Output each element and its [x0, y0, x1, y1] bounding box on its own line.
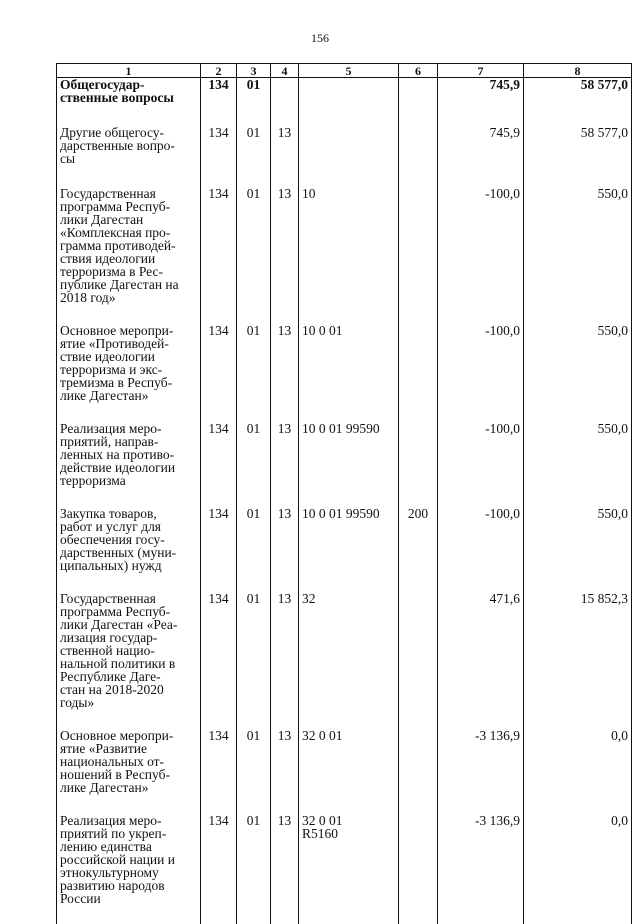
table-row — [57, 78, 632, 127]
row-gr-cell: 134 — [201, 126, 237, 187]
table-row — [57, 422, 632, 507]
row-gr-cell: 134 — [201, 729, 237, 814]
row-col7-value: -100,0 — [438, 324, 524, 422]
row-csr-cell: 10 0 01 99590 — [299, 507, 399, 592]
column-header-1: 1 — [57, 64, 201, 78]
row-col8-value: 550,0 — [524, 324, 632, 422]
column-header-6: 6 — [399, 64, 438, 78]
row-col8-value: 550,0 — [524, 507, 632, 592]
row-rz-cell: 01 — [237, 592, 271, 729]
row-csr-cell — [299, 78, 399, 127]
row-name-cell: Основное меропри- ятие «Развитие национальных от- ношений в Респуб- лике Дагестан» — [57, 729, 201, 814]
row-vr-cell — [399, 78, 438, 127]
row-rz-cell: 01 — [237, 324, 271, 422]
row-csr-cell: 10 0 01 — [299, 324, 399, 422]
row-vr-cell — [399, 187, 438, 324]
row-col8-value: 0,0 — [524, 729, 632, 814]
row-gr-cell: 134 — [201, 422, 237, 507]
row-vr-cell — [399, 126, 438, 187]
column-header-2: 2 — [201, 64, 237, 78]
row-col8-value: 550,0 — [524, 187, 632, 324]
row-csr-cell: 32 — [299, 592, 399, 729]
row-name-cell: Другие общегосу- дарственные вопро- сы — [57, 126, 201, 187]
row-col8-value: 58 577,0 — [524, 78, 632, 127]
row-pr-cell: 13 — [271, 324, 299, 422]
row-rz-cell: 01 — [237, 507, 271, 592]
row-rz-cell: 01 — [237, 814, 271, 924]
column-header-3: 3 — [237, 64, 271, 78]
row-gr-cell: 134 — [201, 507, 237, 592]
row-csr-cell: 10 — [299, 187, 399, 324]
row-vr-cell — [399, 814, 438, 924]
row-pr-cell: 13 — [271, 422, 299, 507]
row-name-cell: Государственная программа Респуб- лики Дагестан «Реа- лизация государ- ственной нацио- нальной политики в Республике Даге- стан на 2018-2020 годы» — [57, 592, 201, 729]
row-col8-value: 58 577,0 — [524, 126, 632, 187]
row-gr-cell: 134 — [201, 814, 237, 924]
row-csr-cell: 32 0 01 — [299, 729, 399, 814]
row-vr-cell — [399, 422, 438, 507]
row-col7-value: -100,0 — [438, 187, 524, 324]
row-name-cell: Государственная программа Респуб- лики Дагестан «Комплексная про- грамма противодей- ствия идеологии терроризма в Рес- публике Дагестан на 2018 год» — [57, 187, 201, 324]
row-gr-cell: 134 — [201, 324, 237, 422]
page-number: 156 — [0, 31, 640, 46]
row-pr-cell: 13 — [271, 729, 299, 814]
column-header-7: 7 — [438, 64, 524, 78]
row-name-cell: Реализация меро- приятий, направ- ленных на противо- действие идеологии терроризма — [57, 422, 201, 507]
row-vr-cell — [399, 592, 438, 729]
table-row — [57, 324, 632, 422]
table-header — [57, 64, 632, 78]
row-col8-value: 550,0 — [524, 422, 632, 507]
row-col7-value: -100,0 — [438, 422, 524, 507]
row-rz-cell: 01 — [237, 78, 271, 127]
column-header-5: 5 — [299, 64, 399, 78]
row-pr-cell — [271, 78, 299, 127]
row-pr-cell: 13 — [271, 507, 299, 592]
table-row — [57, 814, 632, 924]
column-header-8: 8 — [524, 64, 632, 78]
table-row — [57, 187, 632, 324]
table-row — [57, 507, 632, 592]
table-row — [57, 729, 632, 814]
row-col7-value: 471,6 — [438, 592, 524, 729]
row-col7-value: 745,9 — [438, 78, 524, 127]
row-pr-cell: 13 — [271, 592, 299, 729]
row-pr-cell: 13 — [271, 814, 299, 924]
table-body — [57, 78, 632, 924]
row-name-cell: Основное меропри- ятие «Противодей- ствие идеологии терроризма и экс- тремизма в Респуб- лике Дагестан» — [57, 324, 201, 422]
row-rz-cell: 01 — [237, 187, 271, 324]
row-pr-cell: 13 — [271, 187, 299, 324]
row-gr-cell: 134 — [201, 187, 237, 324]
header-row — [57, 64, 632, 78]
row-vr-cell: 200 — [399, 507, 438, 592]
row-vr-cell — [399, 324, 438, 422]
row-vr-cell — [399, 729, 438, 814]
row-csr-cell: 32 0 01 R5160 — [299, 814, 399, 924]
row-col8-value: 0,0 — [524, 814, 632, 924]
row-col7-value: 745,9 — [438, 126, 524, 187]
row-rz-cell: 01 — [237, 422, 271, 507]
row-gr-cell: 134 — [201, 78, 237, 127]
row-gr-cell: 134 — [201, 592, 237, 729]
row-col7-value: -3 136,9 — [438, 814, 524, 924]
budget-table — [56, 63, 632, 924]
table-row — [57, 126, 632, 187]
row-rz-cell: 01 — [237, 126, 271, 187]
row-col7-value: -100,0 — [438, 507, 524, 592]
row-csr-cell: 10 0 01 99590 — [299, 422, 399, 507]
row-col7-value: -3 136,9 — [438, 729, 524, 814]
table-row — [57, 592, 632, 729]
row-name-cell: Реализация меро- приятий по укреп- лению единства российской нации и этнокультурному развитию народов России — [57, 814, 201, 924]
row-name-cell: Общегосудар- ственные вопросы — [57, 78, 201, 127]
row-rz-cell: 01 — [237, 729, 271, 814]
row-col8-value: 15 852,3 — [524, 592, 632, 729]
row-pr-cell: 13 — [271, 126, 299, 187]
row-csr-cell — [299, 126, 399, 187]
row-name-cell: Закупка товаров, работ и услуг для обеспечения госу- дарственных (муни- ципальных) нужд — [57, 507, 201, 592]
column-header-4: 4 — [271, 64, 299, 78]
